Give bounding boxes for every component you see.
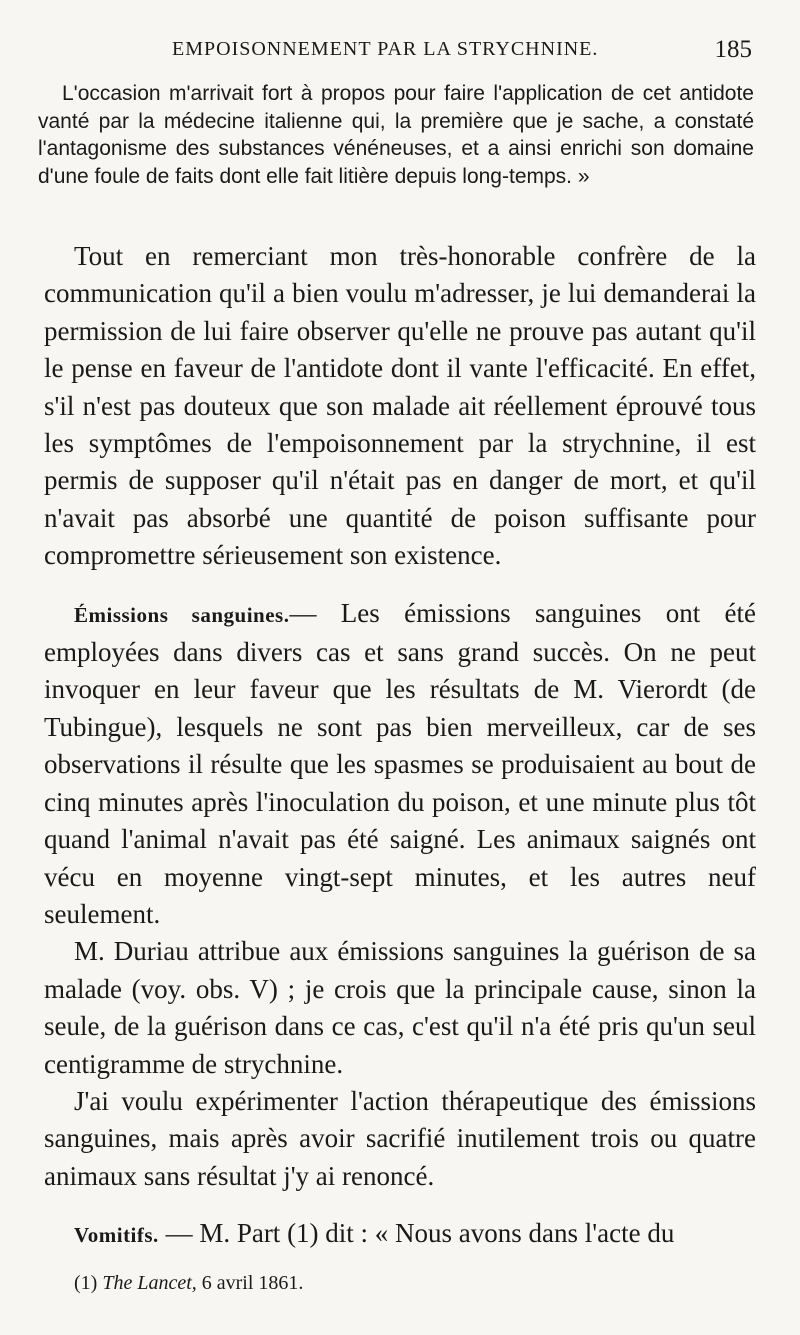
footnote-marker: (1) [74, 1272, 98, 1294]
section-heading-emissions: Émissions sanguines. [74, 602, 290, 627]
page-number: 185 [714, 36, 752, 63]
paragraph-vomitifs [44, 1215, 756, 1254]
quoted-passage [38, 80, 754, 190]
footnote-source: The Lancet, [102, 1272, 197, 1294]
paragraph-emissions-text: — Les émissions sanguines ont été employées dans divers cas et sans grand succès. On ne peut invoquer en leur faveur que les résultats de M. Vierordt (de Tubingue), lesquels ne sont pas bien merveilleux, car de ses observations il résulte que les spasmes se produisaient au bout de cinq minutes après l'inoculation du poison, et une minute plus tôt quand l'animal n'avait pas été saigné. Les animaux saignés ont vécu en moyenne vingt-sept minutes, et les autres neuf seulement. [44, 597, 756, 929]
running-title: EMPOISONNEMENT PAR LA STRYCHNINE. [172, 38, 599, 60]
paragraph-antidote: Tout en remerciant mon très-honorable confrère de la communication qu'il a bien voulu m'adresser, je lui demanderai la permission de lui faire observer qu'elle ne prouve pas autant qu'il le pense en faveur de l'antidote dont il vante l'efficacité. En effet, s'il n'est pas douteux que son malade ait réellement éprouvé tous les symptômes de l'empoisonnement par la strychnine, il est permis de supposer qu'il n'était pas en danger de mort, et qu'il n'avait pas absorbé une quantité de poison suffisante pour compromettre sérieusement son existence. [44, 241, 756, 571]
section-heading-vomitifs: Vomitifs. [74, 1223, 159, 1248]
paragraph-emissions [44, 595, 756, 934]
paragraph-duriau: M. Duriau attribue aux émissions sanguines la guérison de sa malade (voy. obs. V) ; je crois que la principale cause, sinon la seule, de la guérison dans ce cas, c'est qu'il n'a été pris qu'un seul centigramme de strychnine. [44, 936, 756, 1079]
paragraph-experiment: J'ai voulu expérimenter l'action thérapeutique des émissions sanguines, mais après avoir sacrifié inutilement trois ou quatre animaux sans résultat j'y ai renoncé. [44, 1085, 756, 1191]
footnote-date: 6 avril 1861. [201, 1272, 304, 1294]
quote-paragraph: L'occasion m'arrivait fort à propos pour faire l'application de cet antidote vanté par la médecine italienne qui, la première que je sache, a constaté l'antagonisme des substances vénéneuses, et a ainsi enrichi son domaine d'une foule de faits dont elle fait litière depuis long-temps. » [38, 82, 754, 188]
running-header [40, 38, 760, 72]
paragraph-vomitifs-text: — M. Part (1) dit : « Nous avons dans l'acte du [165, 1218, 675, 1249]
footnote [74, 1272, 303, 1295]
body-text [44, 238, 756, 1255]
